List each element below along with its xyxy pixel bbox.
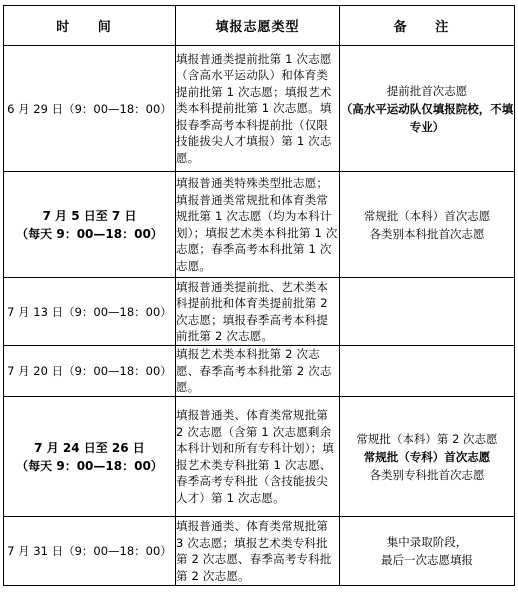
- table-row: [4, 397, 515, 517]
- note-line: 提前批首次志愿: [386, 83, 468, 98]
- note-cell: [340, 346, 515, 397]
- time-cell: [4, 278, 176, 346]
- note-line: 常规批（本科）第 2 次志愿: [356, 431, 498, 446]
- type-cell: 填报普通类、体育类常规批第 2 次志愿（含第 1 次志愿剩余本科计划和所有专科计划）；填报艺术类专科批第 1 次志愿、春季高考专科批（含技能拔尖人才）第 1 次志愿。: [176, 397, 340, 517]
- type-cell: 填报普通类提前批、艺术类本科提前批和体育类提前批第 2 次志愿；填报春季高考本科提前批第 2 次志愿。: [176, 278, 340, 346]
- table-row: [4, 517, 515, 586]
- note-line: 常规批（本科）首次志愿: [363, 208, 491, 223]
- time-hours: （每天 9：00—18：00）: [16, 226, 163, 241]
- time-cell: [4, 172, 176, 278]
- table-row: [4, 346, 515, 397]
- note-line: 各类别本科批首次志愿: [369, 226, 485, 241]
- time-cell: [4, 346, 176, 397]
- note-cell: [340, 46, 515, 172]
- note-line: 各类别专科批首次志愿: [369, 467, 485, 482]
- type-cell: 填报普通类、体育类常规批第 3 次志愿；填报艺术类专科批第 2 次志愿、春季高考专科批第 2 次志愿。: [176, 517, 340, 586]
- note-cell: [340, 172, 515, 278]
- note-line: 集中录取阶段，: [386, 535, 468, 549]
- time-text: 7 月 13 日（9：00—18：00）: [7, 304, 172, 319]
- time-text: 6 月 29 日（9：00—18：00）: [7, 101, 172, 116]
- type-cell: 填报艺术类本科批第 2 次志愿、春季高考本科批第 2 次志愿。: [176, 346, 340, 397]
- header-time: 时 间: [4, 6, 176, 46]
- type-cell: 填报普通类特殊类型批志愿；填报普通类常规批和体育类常规批第 1 次志愿（均为本科计划）；填报艺术类本科批第 1 次志愿；春季高考本科批第 1 次志愿。: [176, 172, 340, 278]
- header-row: [4, 6, 515, 46]
- table-row: [4, 46, 515, 172]
- time-cell: [4, 397, 176, 517]
- time-text: 7 月 24 日至 26 日: [34, 440, 145, 455]
- header-note: 备 注: [340, 6, 515, 46]
- time-cell: [4, 46, 176, 172]
- type-cell: 填报普通类提前批第 1 次志愿（含高水平运动队）和体育类提前批第 1 次志愿；填报艺术类本科提前批第 1 次志愿。填报春季高考本科提前批（仅限技能拔尖人才填报）第 1 次志愿。: [176, 46, 340, 172]
- time-cell: [4, 517, 176, 586]
- note-cell: [340, 397, 515, 517]
- note-line: 最后一次志愿填报: [381, 553, 473, 567]
- table-row: [4, 172, 515, 278]
- header-type: 填报志愿类型: [176, 6, 340, 46]
- note-cell: [340, 517, 515, 586]
- time-text: 7 月 31 日（9：00—18：00）: [7, 544, 172, 558]
- time-text: 7 月 20 日（9：00—18：00）: [7, 364, 172, 378]
- time-text: 7 月 5 日至 7 日: [42, 208, 137, 223]
- note-cell: [340, 278, 515, 346]
- note-line-emphasis: （高水平运动队仅填报院校，不填专业）: [340, 101, 514, 134]
- time-hours: （每天 9：00—18：00）: [16, 458, 163, 473]
- schedule-table: [3, 5, 515, 586]
- note-line-emphasis: 常规批（专科）首次志愿: [363, 449, 491, 464]
- table-row: [4, 278, 515, 346]
